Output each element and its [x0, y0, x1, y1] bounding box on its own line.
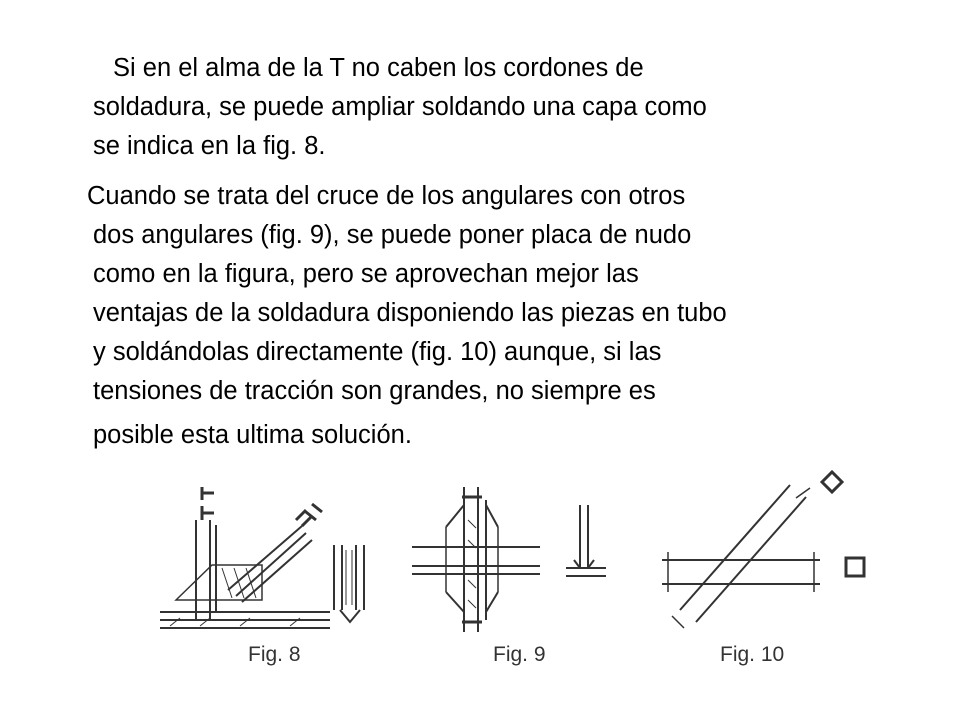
- text-line: dos angulares (fig. 9), se puede poner placa de nudo: [93, 221, 692, 249]
- fig10-caption: Fig. 10: [720, 643, 785, 666]
- text-line: ventajas de la soldadura disponiendo las piezas en tubo: [93, 299, 727, 327]
- fig8-caption: Fig. 8: [248, 643, 301, 666]
- text-line: como en la figura, pero se aprovechan mejor las: [93, 260, 639, 288]
- fig9-drawing: [412, 487, 606, 632]
- paragraph-crossing-angles: [87, 177, 727, 455]
- text-line: Cuando se trata del cruce de los angulares con otros: [87, 182, 686, 210]
- text-line: soldadura, se puede ampliar soldando una capa como: [93, 93, 707, 121]
- fig10-drawing: [662, 472, 864, 628]
- fig9-caption: Fig. 9: [493, 643, 546, 666]
- text-line: Si en el alma de la T no caben los cordones de: [113, 54, 644, 82]
- text-line: se indica en la fig. 8.: [93, 132, 326, 160]
- paragraph-fig8-intro: [93, 49, 707, 166]
- text-line: tensiones de tracción son grandes, no siempre es: [93, 377, 656, 405]
- text-line: y soldándolas directamente (fig. 10) aunque, si las: [93, 338, 662, 366]
- text-line: posible esta ultima solución.: [93, 421, 412, 449]
- fig8-drawing: [160, 487, 364, 628]
